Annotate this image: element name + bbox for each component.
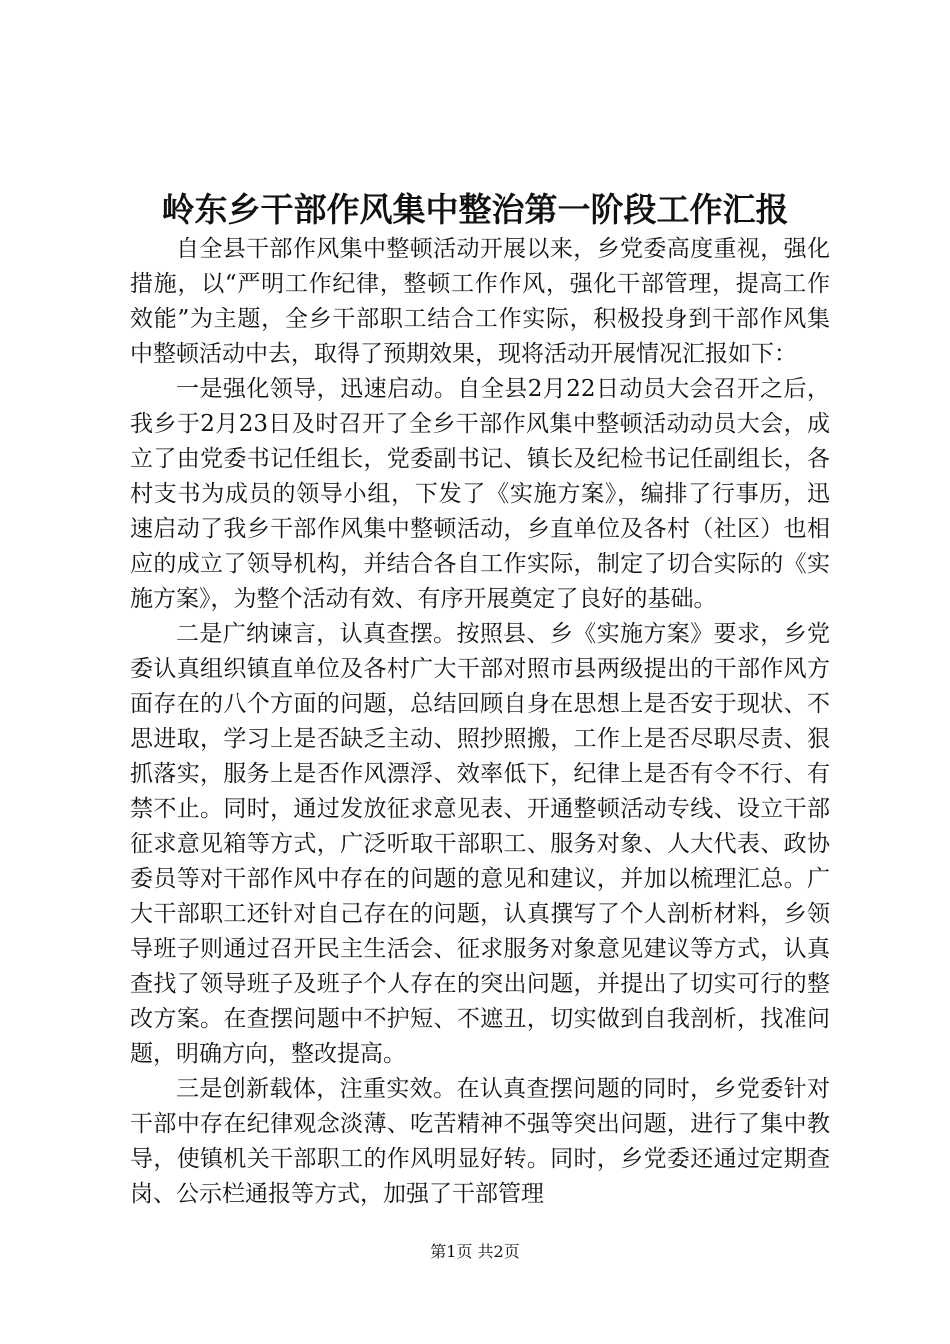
document-title: 岭东乡干部作风集中整治第一阶段工作汇报 <box>161 190 789 229</box>
paragraph-point-two: 二是广纳谏言，认真查摆。按照县、乡《实施方案》要求，乡党委认真组织镇直单位及各村广大干部对照市县两级提出的干部作风方面存在的八个方面的问题，总结回顾自身在思想上是否安于现状、不思进取，学习上是否缺乏主动、照抄照搬，工作上是否尽职尽责、狠抓落实，服务上是否作风漂浮、效率低下，纪律上是否有令不行、有禁不止。同时，通过发放征求意见表、开通整顿活动专线、设立干部征求意见箱等方式，广泛听取干部职工、服务对象、人大代表、政协委员等对干部作风中存在的问题的意见和建议，并加以梳理汇总。广大干部职工还针对自己存在的问题，认真撰写了个人剖析材料，乡领导班子则通过召开民主生活会、征求服务对象意见建议等方式，认真查找了领导班子及班子个人存在的突出问题，并提出了切实可行的整改方案。在查摆问题中不护短、不遮丑，切实做到自我剖析，找准问题，明确方向，整改提高。 <box>130 621 830 1067</box>
paragraph-point-one: 一是强化领导，迅速启动。自全县2月22日动员大会召开之后，我乡于2月23日及时召开了全乡干部作风集中整顿活动动员大会，成立了由党委书记任组长，党委副书记、镇长及纪检书记任副组长，各村支书为成员的领导小组，下发了《实施方案》，编排了行事历，迅速启动了我乡干部作风集中整顿活动，乡直单位及各村（社区）也相应的成立了领导机构，并结合各自工作实际，制定了切合实际的《实施方案》，为整个活动有效、有序开展奠定了良好的基础。 <box>130 376 830 612</box>
paragraph-point-three: 三是创新载体，注重实效。在认真查摆问题的同时，乡党委针对干部中存在纪律观念淡薄、吃苦精神不强等突出问题，进行了集中教导，使镇机关干部职工的作风明显好转。同时，乡党委还通过定期查岗、公示栏通报等方式，加强了干部管理 <box>130 1076 830 1207</box>
document-body <box>130 232 830 1212</box>
paragraph-intro: 自全县干部作风集中整顿活动开展以来，乡党委高度重视，强化措施，以“严明工作纪律，整顿工作作风，强化干部管理，提高工作效能”为主题，全乡干部职工结合工作实际，积极投身到干部作风集中整顿活动中去，取得了预期效果，现将活动开展情况汇报如下： <box>130 236 830 367</box>
page-footer: 第1页 共2页 <box>430 1242 520 1261</box>
